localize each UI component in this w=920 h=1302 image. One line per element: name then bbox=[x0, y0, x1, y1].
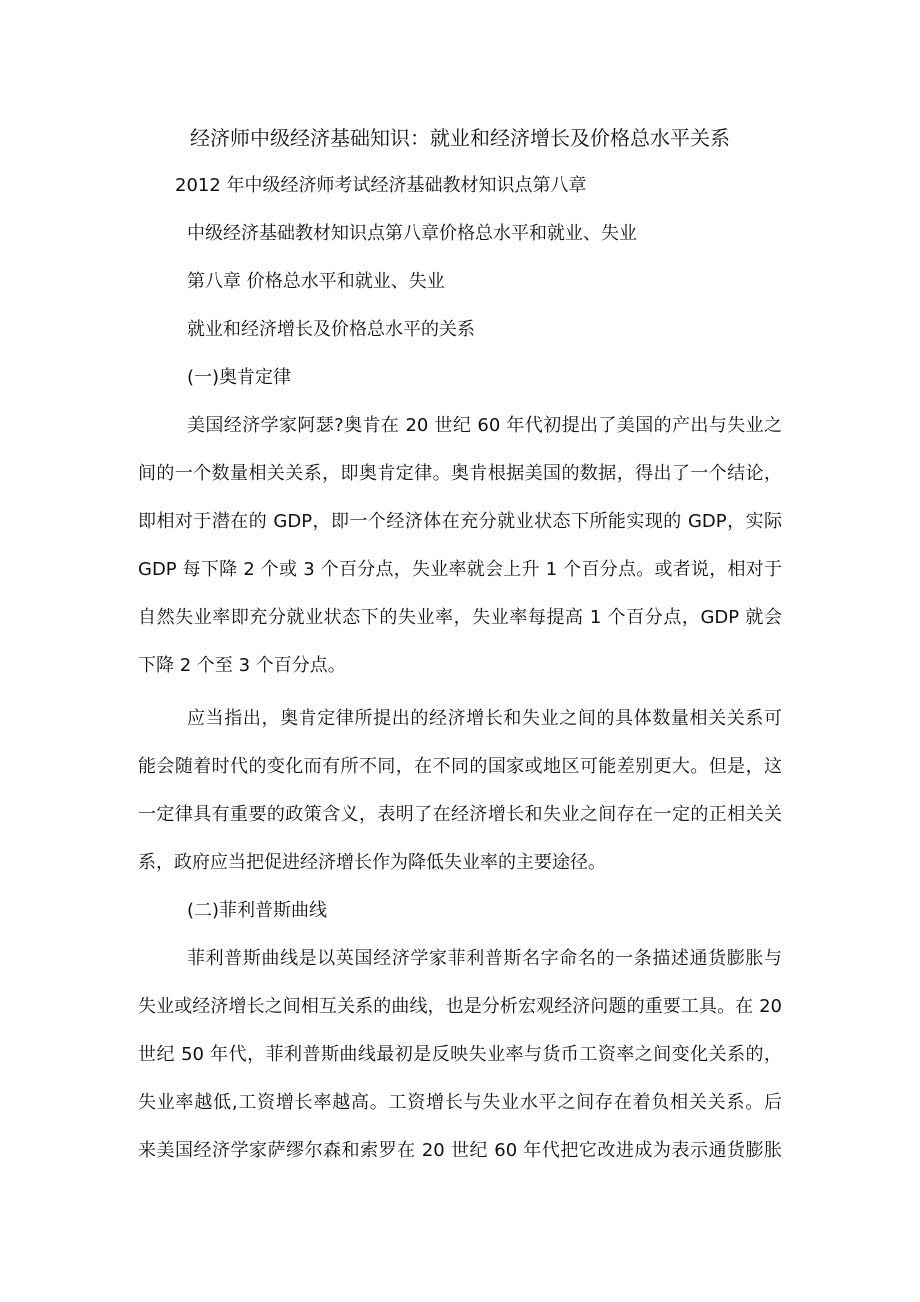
paragraph-line: 应当指出，奥肯定律所提出的经济增长和失业之间的具体数量相关关系可 bbox=[187, 708, 782, 729]
paragraph-line: 一定律具有重要的政策含义，表明了在经济增长和失业之间存在一定的正相关关 bbox=[138, 804, 782, 825]
okun-note-paragraph bbox=[138, 695, 782, 887]
chapter-heading: 第八章 价格总水平和就业、失业 bbox=[187, 271, 445, 292]
paragraph-line: GDP 每下降 2 个或 3 个百分点，失业率就会上升 1 个百分点。或者说，相对于 bbox=[138, 559, 782, 580]
paragraph-line: 系，政府应当把促进经济增长作为降低失业率的主要途径。 bbox=[138, 852, 606, 873]
paragraph-line: 失业或经济增长之间相互关系的曲线，也是分析宏观经济问题的重要工具。在 20 bbox=[138, 996, 782, 1017]
topic-heading: 就业和经济增长及价格总水平的关系 bbox=[187, 319, 475, 340]
okun-heading: (一)奥肯定律 bbox=[187, 367, 292, 388]
document-subtitle: 2012 年中级经济师考试经济基础教材知识点第八章 bbox=[175, 175, 587, 196]
paragraph-line: 能会随着时代的变化而有所不同，在不同的国家或地区可能差别更大。但是，这 bbox=[138, 756, 782, 777]
phillips-heading: (二)菲利普斯曲线 bbox=[187, 900, 328, 921]
paragraph-line: 间的一个数量相关关系，即奥肯定律。奥肯根据美国的数据，得出了一个结论， bbox=[138, 463, 782, 484]
paragraph-line: 下降 2 个至 3 个百分点。 bbox=[138, 655, 346, 676]
phillips-paragraph bbox=[138, 935, 782, 1175]
paragraph-line: 菲利普斯曲线是以英国经济学家菲利普斯名字命名的一条描述通货膨胀与 bbox=[187, 948, 782, 969]
paragraph-line: 失业率越低,工资增长率越高。工资增长与失业水平之间存在着负相关关系。后 bbox=[138, 1092, 782, 1113]
document-page bbox=[138, 114, 782, 1175]
paragraph-line: 自然失业率即充分就业状态下的失业率，失业率每提高 1 个百分点，GDP 就会 bbox=[138, 607, 782, 628]
paragraph-line: 美国经济学家阿瑟?奥肯在 20 世纪 60 年代初提出了美国的产出与失业之 bbox=[187, 415, 782, 436]
paragraph-line: 来美国经济学家萨缪尔森和索罗在 20 世纪 60 年代把它改进成为表示通货膨胀 bbox=[138, 1140, 782, 1161]
document-title: 经济师中级经济基础知识：就业和经济增长及价格总水平关系 bbox=[190, 126, 730, 150]
paragraph-line: 即相对于潜在的 GDP，即一个经济体在充分就业状态下所能实现的 GDP，实际 bbox=[138, 511, 782, 532]
okun-paragraph bbox=[138, 402, 782, 690]
paragraph-line: 世纪 50 年代，菲利普斯曲线最初是反映失业率与货币工资率之间变化关系的， bbox=[138, 1044, 782, 1065]
section-heading: 中级经济基础教材知识点第八章价格总水平和就业、失业 bbox=[187, 223, 637, 244]
